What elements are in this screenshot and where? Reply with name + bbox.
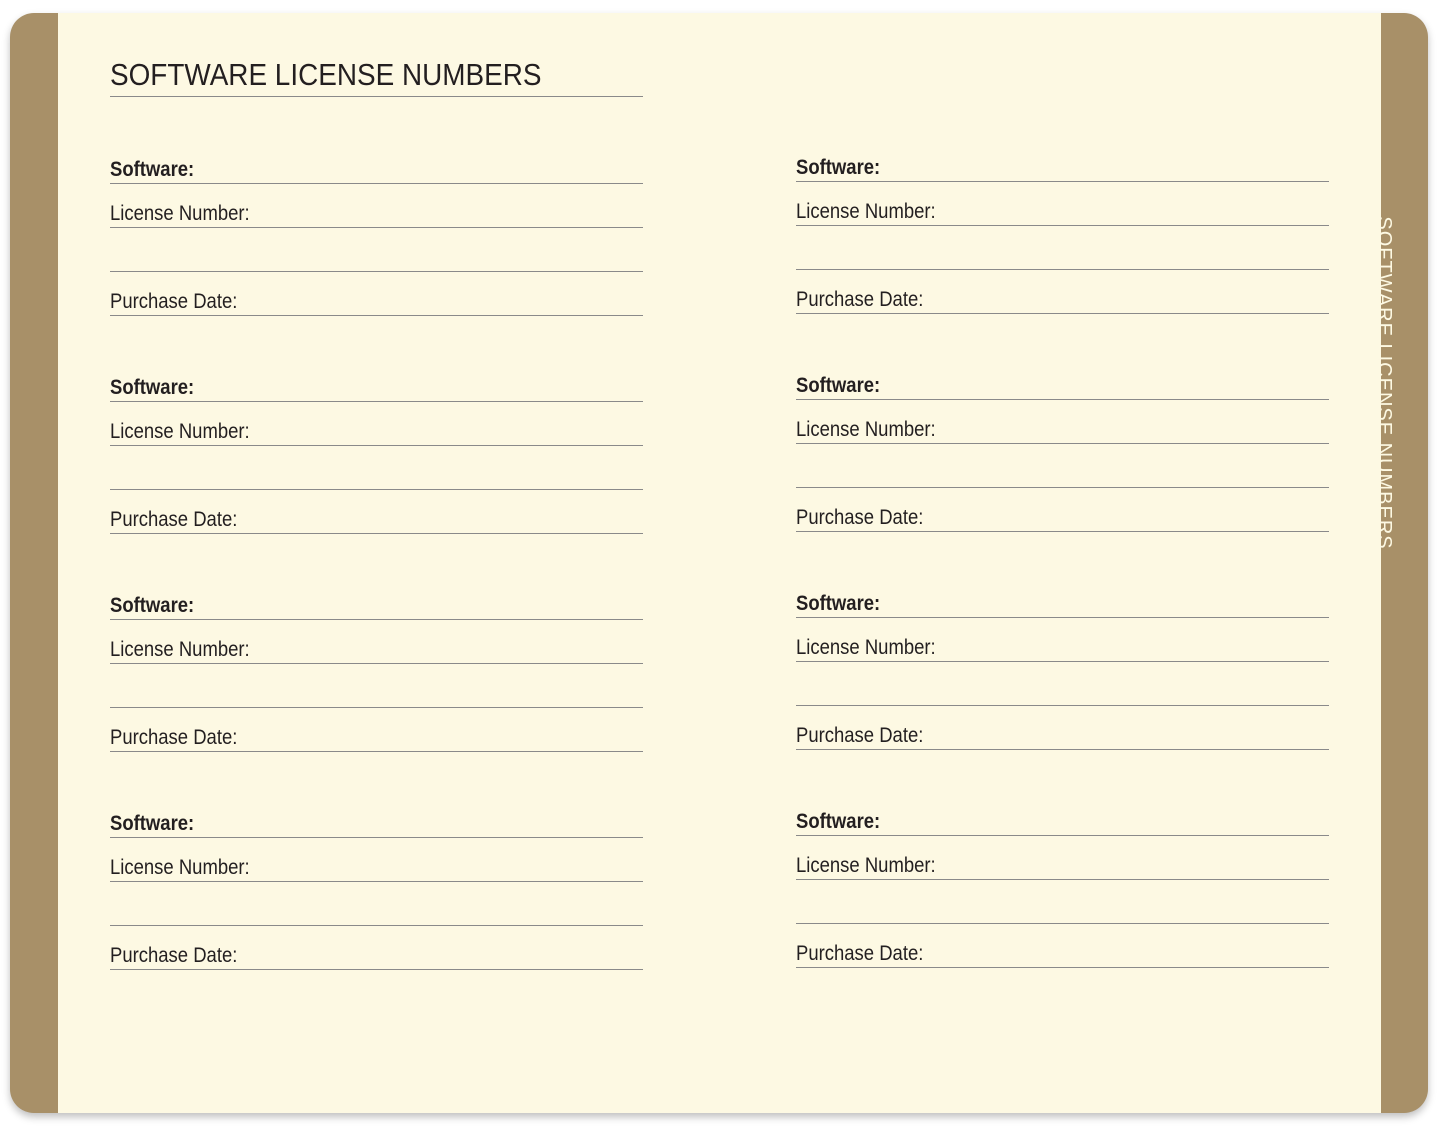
license-number-field[interactable]	[110, 417, 643, 446]
license-number-label: License Number:	[796, 854, 936, 877]
license-number-continuation-line[interactable]	[796, 459, 1329, 488]
license-entry	[110, 373, 643, 533]
license-number-label: License Number:	[110, 638, 250, 661]
purchase-date-label: Purchase Date:	[796, 288, 924, 311]
license-number-label: License Number:	[110, 420, 250, 443]
software-field[interactable]	[110, 591, 643, 620]
software-field[interactable]	[110, 809, 643, 838]
side-tab[interactable]	[1381, 13, 1428, 1113]
software-field[interactable]	[796, 807, 1329, 836]
purchase-date-field[interactable]	[110, 505, 643, 534]
software-field[interactable]	[110, 373, 643, 402]
software-label: Software:	[110, 158, 195, 181]
purchase-date-field[interactable]	[110, 723, 643, 752]
software-label: Software:	[796, 810, 881, 833]
license-entry	[796, 153, 1329, 313]
license-number-label: License Number:	[110, 202, 250, 225]
software-label: Software:	[796, 374, 881, 397]
license-entry	[796, 371, 1329, 531]
side-tab-label: SOFTWARE LICENSE NUMBERS	[1373, 216, 1395, 550]
license-number-continuation-line[interactable]	[110, 897, 643, 926]
notebook-spread	[10, 13, 1428, 1113]
license-number-continuation-line[interactable]	[796, 677, 1329, 706]
title-underline	[110, 96, 643, 97]
license-number-continuation-line[interactable]	[110, 679, 643, 708]
license-number-continuation-line[interactable]	[796, 895, 1329, 924]
license-number-field[interactable]	[110, 853, 643, 882]
software-label: Software:	[110, 376, 195, 399]
software-label: Software:	[110, 594, 195, 617]
purchase-date-field[interactable]	[796, 721, 1329, 750]
purchase-date-field[interactable]	[110, 287, 643, 316]
notebook-page	[58, 13, 1381, 1113]
software-field[interactable]	[110, 155, 643, 184]
software-field[interactable]	[796, 371, 1329, 400]
license-entry	[110, 591, 643, 751]
purchase-date-label: Purchase Date:	[110, 944, 238, 967]
license-number-continuation-line[interactable]	[110, 461, 643, 490]
license-number-field[interactable]	[796, 851, 1329, 880]
license-number-label: License Number:	[796, 636, 936, 659]
license-number-field[interactable]	[796, 633, 1329, 662]
license-number-label: License Number:	[796, 200, 936, 223]
license-number-label: License Number:	[796, 418, 936, 441]
purchase-date-label: Purchase Date:	[796, 724, 924, 747]
purchase-date-field[interactable]	[796, 503, 1329, 532]
license-number-field[interactable]	[110, 635, 643, 664]
purchase-date-label: Purchase Date:	[110, 290, 238, 313]
software-label: Software:	[796, 156, 881, 179]
license-entry	[796, 589, 1329, 749]
license-number-field[interactable]	[110, 199, 643, 228]
software-field[interactable]	[796, 153, 1329, 182]
page-title: SOFTWARE LICENSE NUMBERS	[110, 57, 542, 92]
license-number-label: License Number:	[110, 856, 250, 879]
purchase-date-field[interactable]	[110, 941, 643, 970]
license-entry	[796, 807, 1329, 967]
purchase-date-label: Purchase Date:	[110, 726, 238, 749]
purchase-date-label: Purchase Date:	[796, 506, 924, 529]
purchase-date-label: Purchase Date:	[796, 942, 924, 965]
license-entry	[110, 809, 643, 969]
license-number-continuation-line[interactable]	[796, 241, 1329, 270]
license-number-field[interactable]	[796, 197, 1329, 226]
purchase-date-field[interactable]	[796, 285, 1329, 314]
software-field[interactable]	[796, 589, 1329, 618]
license-entry	[110, 155, 643, 315]
purchase-date-field[interactable]	[796, 939, 1329, 968]
software-label: Software:	[796, 592, 881, 615]
purchase-date-label: Purchase Date:	[110, 508, 238, 531]
license-number-field[interactable]	[796, 415, 1329, 444]
software-label: Software:	[110, 812, 195, 835]
license-number-continuation-line[interactable]	[110, 243, 643, 272]
